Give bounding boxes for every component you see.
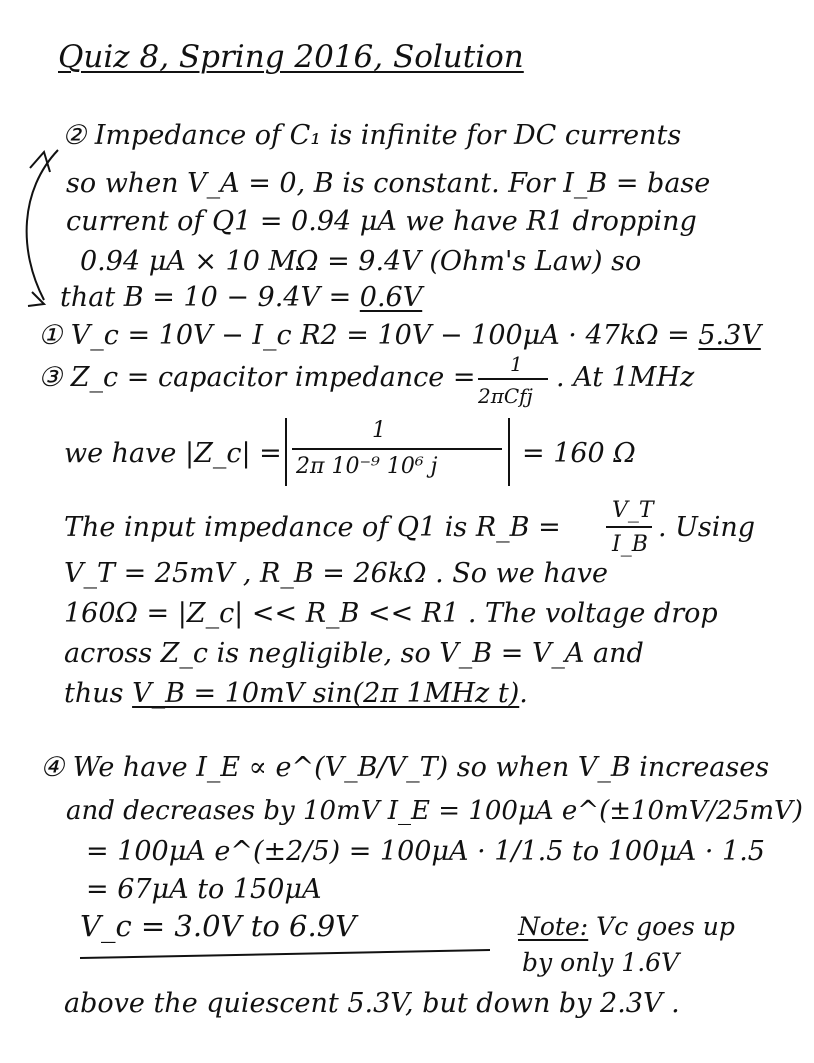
part1-result: 5.3V bbox=[698, 320, 761, 351]
cap-impedance-denominator: 2πCfj bbox=[478, 384, 533, 408]
part3-line1-suffix: . At 1MHz bbox=[556, 362, 695, 393]
part2-line1: ② Impedance of C₁ is infinite for DC currents bbox=[62, 120, 682, 151]
part3-line6: across Z_c is negligible, so V_B = V_A and bbox=[64, 638, 644, 669]
part2-line2: so when V_A = 0, B is constant. For I_B = base bbox=[66, 168, 711, 199]
part2-line5 bbox=[60, 284, 422, 311]
part3-rb-suffix: . Using bbox=[658, 512, 756, 543]
abs-bar-left bbox=[285, 418, 287, 486]
part3-line1: ③ Z_c = capacitor impedance = bbox=[38, 362, 476, 393]
note-line2: by only 1.6V bbox=[522, 948, 680, 977]
part3-line7-end: . bbox=[519, 678, 528, 709]
rb-numerator: V_T bbox=[612, 498, 654, 523]
part3-line4: V_T = 25mV , R_B = 26kΩ . So we have bbox=[64, 558, 609, 589]
note-text1: Vc goes up bbox=[588, 912, 735, 941]
rb-denominator: I_B bbox=[612, 532, 648, 557]
part2-line4: 0.94 μA × 10 MΩ = 9.4V (Ohm's Law) so bbox=[80, 246, 642, 277]
note-line1 bbox=[518, 914, 735, 939]
part3-result: V_B = 10mV sin(2π 1MHz t) bbox=[132, 678, 520, 709]
part3-line5: 160Ω = |Z_c| << R_B << R1 . The voltage drop bbox=[64, 598, 718, 629]
part2-line5-prefix: that B = 10 − 9.4V = bbox=[60, 282, 360, 313]
part2-line3: current of Q1 = 0.94 μA we have R1 dropping bbox=[66, 206, 697, 237]
part1-line bbox=[38, 322, 761, 349]
part3-line7 bbox=[64, 680, 528, 707]
part3-rb-prefix: The input impedance of Q1 is R_B = bbox=[64, 512, 561, 543]
magnitude-fraction-bar bbox=[292, 448, 502, 450]
part4-line7: above the quiescent 5.3V, but down by 2.3V . bbox=[64, 988, 680, 1019]
part3-magnitude-result: = 160 Ω bbox=[522, 438, 636, 469]
part1-line-prefix: ① V_c = 10V − I_c R2 = 10V − 100μA · 47kΩ = bbox=[38, 320, 699, 351]
magnitude-denominator: 2π 10⁻⁹ 10⁶ j bbox=[296, 454, 438, 479]
part4-line3: = 100μA e^(±2/5) = 100μA · 1/1.5 to 100μA · 1.5 bbox=[86, 836, 765, 867]
abs-bar-right bbox=[508, 418, 510, 486]
part3-line2-prefix: we have |Z_c| = bbox=[64, 438, 282, 469]
part3-line7-prefix: thus bbox=[64, 678, 133, 709]
cap-impedance-fraction-bar bbox=[478, 378, 548, 380]
note-label: Note: bbox=[518, 912, 589, 941]
cap-impedance-numerator: 1 bbox=[510, 352, 523, 376]
part4-line1: ④ We have I_E ∝ e^(V_B/V_T) so when V_B increases bbox=[40, 752, 770, 783]
part2-result: 0.6V bbox=[359, 282, 423, 313]
rb-fraction-bar bbox=[606, 526, 652, 528]
magnitude-numerator: 1 bbox=[372, 418, 386, 443]
part4-line5: V_c = 3.0V to 6.9V bbox=[80, 909, 357, 943]
page-title: Quiz 8, Spring 2016, Solution bbox=[58, 39, 524, 75]
part4-line4: = 67μA to 150μA bbox=[86, 874, 322, 905]
part4-line2: and decreases by 10mV I_E = 100μA e^(±10mV/25mV) bbox=[66, 796, 803, 826]
